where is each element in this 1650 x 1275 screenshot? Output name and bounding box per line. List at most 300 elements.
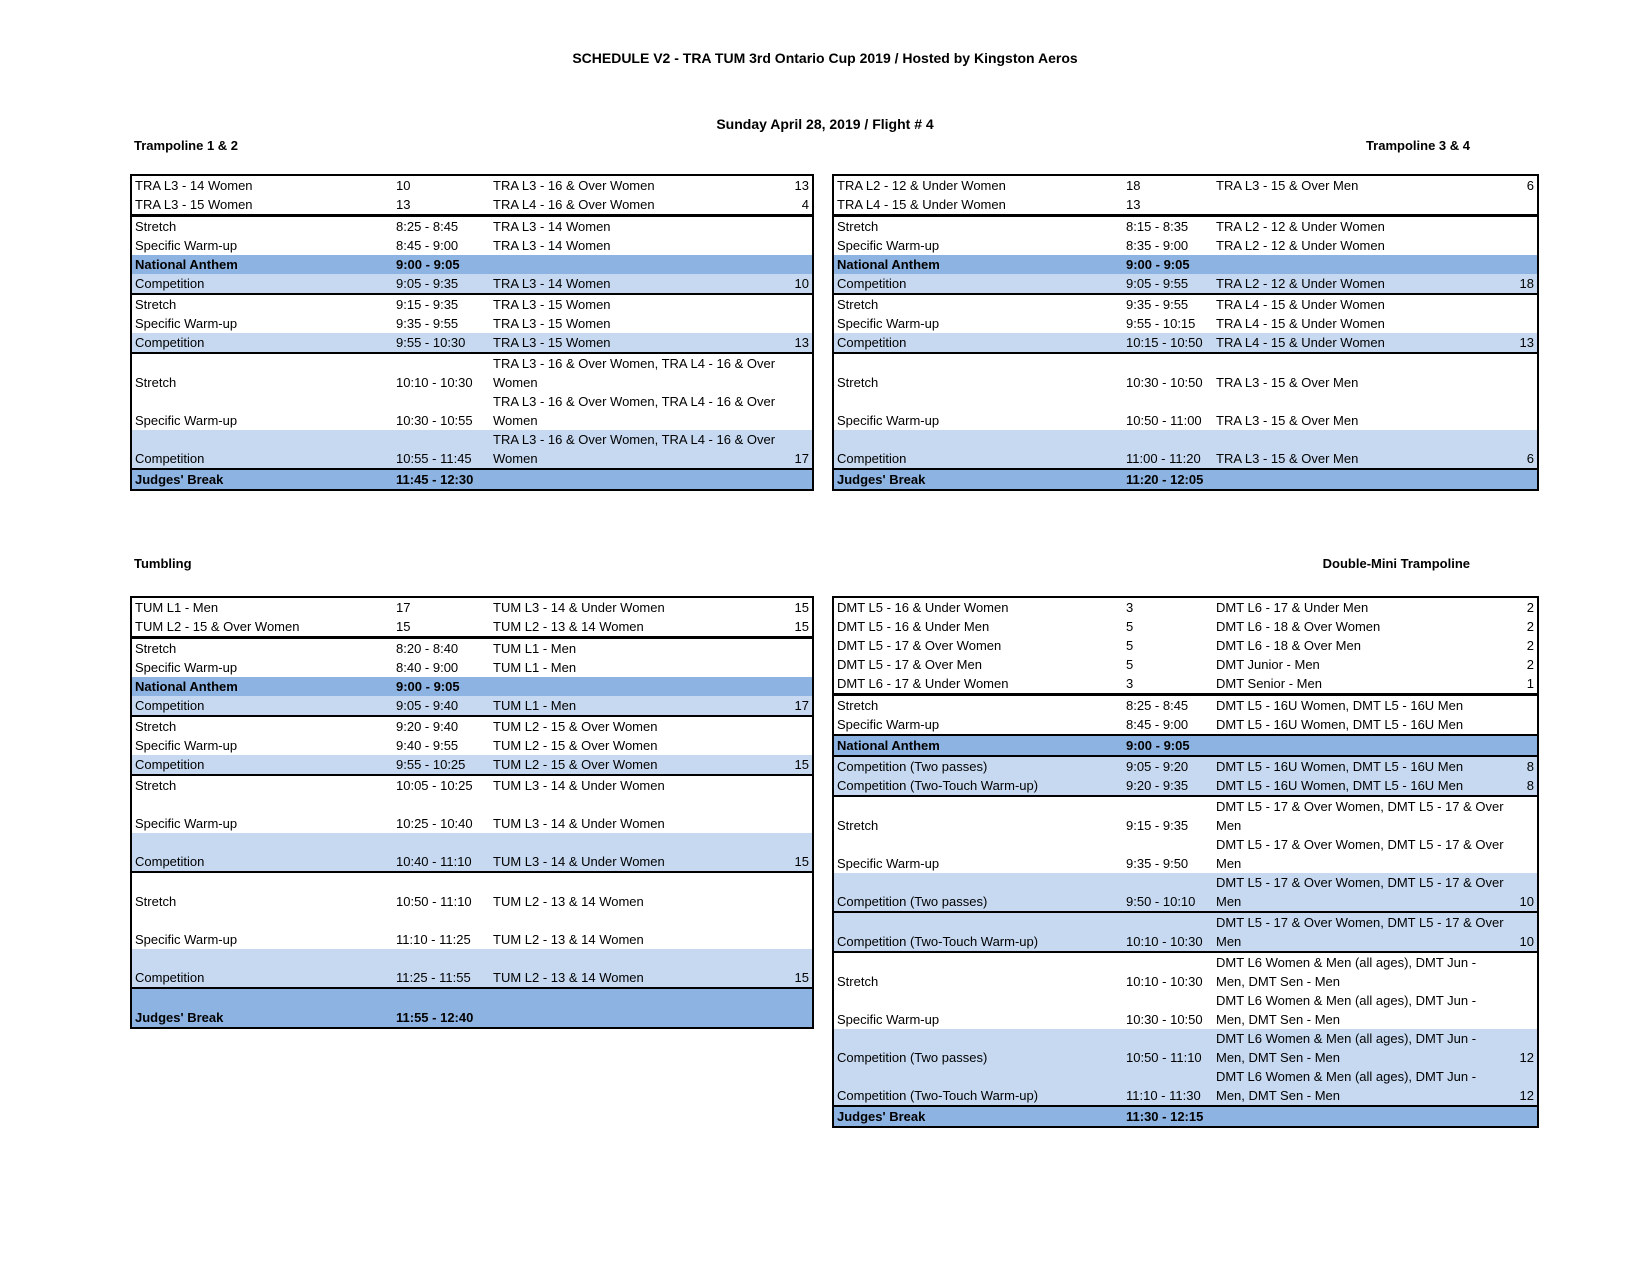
athlete-count: 6 xyxy=(1508,430,1538,469)
athlete-count xyxy=(780,294,813,314)
athlete-count: 15 xyxy=(393,617,490,638)
activity-label: Specific Warm-up xyxy=(837,238,940,253)
schedule-row xyxy=(833,1029,1538,1067)
event-groups: TUM L2 - 15 & Over Women xyxy=(490,755,780,775)
schedule-row xyxy=(833,1067,1538,1106)
section-label-tra12: Trampoline 1 & 2 xyxy=(134,138,239,153)
athlete-count: 1 xyxy=(1508,674,1538,695)
time-slot: 8:15 - 8:35 xyxy=(1126,219,1189,234)
time-slot: 8:35 - 9:00 xyxy=(1126,238,1189,253)
event-name: DMT L5 - 16 & Under Men xyxy=(837,619,990,634)
schedule-row xyxy=(833,776,1538,796)
activity-label: Competition xyxy=(131,696,393,716)
activity-label: Competition xyxy=(131,949,393,988)
time-slot: 10:10 - 10:30 xyxy=(393,353,490,392)
athlete-count: 8 xyxy=(1508,776,1538,796)
time-slot: 10:15 - 10:50 xyxy=(1123,333,1213,353)
activity-label: Competition (Two-Touch Warm-up) xyxy=(833,1067,1123,1106)
event-groups: TUM L1 - Men xyxy=(493,641,577,656)
header-row xyxy=(131,597,813,617)
schedule-row xyxy=(131,872,813,911)
event-groups: DMT L5 - 16U Women, DMT L5 - 16U Men xyxy=(1216,698,1464,713)
schedule-row xyxy=(131,638,813,659)
event-groups: TRA L3 - 14 Women xyxy=(493,238,611,253)
athlete-count xyxy=(780,736,813,755)
schedule-row xyxy=(131,795,813,833)
athlete-count: 17 xyxy=(780,430,813,469)
athlete-count: 13 xyxy=(794,178,809,193)
athlete-count xyxy=(1508,695,1538,716)
athlete-count: 18 xyxy=(1126,178,1141,193)
schedule-table-dmt xyxy=(832,596,1539,1128)
schedule-row xyxy=(833,255,1538,274)
athlete-count xyxy=(780,314,813,333)
schedule-row xyxy=(131,775,813,795)
activity-label: Specific Warm-up xyxy=(135,738,238,753)
activity-label: Competition xyxy=(833,274,1123,294)
athlete-count xyxy=(780,236,813,255)
event-name: DMT L5 - 16 & Under Women xyxy=(837,600,1009,615)
event-groups: TRA L3 - 15 Women xyxy=(490,294,780,314)
schedule-row xyxy=(131,677,813,696)
event-groups xyxy=(490,988,780,1028)
event-groups: TRA L3 - 15 & Over Men xyxy=(1213,430,1508,469)
time-slot: 11:45 - 12:30 xyxy=(393,469,490,490)
activity-label: Stretch xyxy=(131,872,393,911)
athlete-count: 17 xyxy=(780,696,813,716)
athlete-count: 8 xyxy=(1508,756,1538,776)
time-slot: 9:15 - 9:35 xyxy=(393,294,490,314)
schedule-row xyxy=(833,952,1538,991)
event-name xyxy=(1213,195,1508,216)
athlete-count: 10 xyxy=(1508,873,1538,912)
athlete-count: 10 xyxy=(780,274,813,294)
activity-label: Stretch xyxy=(833,294,1123,314)
athlete-count: 2 xyxy=(1526,638,1534,653)
activity-label: Competition xyxy=(131,833,393,872)
athlete-count xyxy=(780,911,813,949)
athlete-count: 15 xyxy=(794,600,809,615)
time-slot: 9:35 - 9:55 xyxy=(396,316,459,331)
athlete-count: 13 xyxy=(780,333,813,353)
schedule-row xyxy=(833,392,1538,430)
event-groups: TUM L1 - Men xyxy=(490,696,780,716)
activity-label: Competition xyxy=(131,333,393,353)
athlete-count: 13 xyxy=(393,195,490,216)
time-slot: 8:25 - 8:45 xyxy=(396,219,459,234)
time-slot: 9:05 - 9:20 xyxy=(1123,756,1213,776)
activity-label: Competition xyxy=(833,333,1123,353)
event-name: TUM L3 - 14 & Under Women xyxy=(493,600,665,615)
event-groups: TRA L3 - 14 Women xyxy=(493,219,611,234)
athlete-count xyxy=(780,658,813,677)
schedule-row xyxy=(131,716,813,736)
event-groups: DMT L5 - 17 & Over Women, DMT L5 - 17 & Over Men xyxy=(1216,837,1504,871)
section-label-dmt: Double-Mini Trampoline xyxy=(1322,556,1470,571)
athlete-count xyxy=(780,872,813,911)
event-groups: DMT L6 Women & Men (all ages), DMT Jun - Men, DMT Sen - Men xyxy=(1213,952,1508,991)
athlete-count xyxy=(1508,236,1538,255)
event-groups: TRA L4 - 15 & Under Women xyxy=(1216,316,1385,331)
event-name: DMT L6 - 17 & Under Men xyxy=(1216,600,1369,615)
athlete-count: 4 xyxy=(780,195,813,216)
athlete-count xyxy=(1508,216,1538,237)
activity-label: Competition xyxy=(131,430,393,469)
header-row xyxy=(131,195,813,216)
time-slot: 9:55 - 10:30 xyxy=(393,333,490,353)
time-slot: 9:35 - 9:55 xyxy=(1123,294,1213,314)
event-groups xyxy=(1213,469,1508,490)
activity-label: Competition (Two passes) xyxy=(833,756,1123,776)
event-name: DMT Senior - Men xyxy=(1213,674,1508,695)
event-groups: TUM L2 - 15 & Over Women xyxy=(493,738,658,753)
header-row xyxy=(833,597,1538,617)
schedule-row xyxy=(833,796,1538,835)
activity-label: Competition (Two-Touch Warm-up) xyxy=(833,776,1123,796)
time-slot: 10:55 - 11:45 xyxy=(393,430,490,469)
activity-label: Specific Warm-up xyxy=(837,856,940,871)
event-groups: DMT L6 Women & Men (all ages), DMT Jun - Men, DMT Sen - Men xyxy=(1213,1067,1508,1106)
time-slot: 11:55 - 12:40 xyxy=(393,988,490,1028)
event-groups: DMT L6 Women & Men (all ages), DMT Jun - Men, DMT Sen - Men xyxy=(1213,1029,1508,1067)
athlete-count xyxy=(1508,835,1538,873)
event-name: DMT Junior - Men xyxy=(1216,657,1320,672)
activity-label: Stretch xyxy=(833,796,1123,835)
time-slot: 10:30 - 10:55 xyxy=(396,413,473,428)
activity-label: Competition (Two-Touch Warm-up) xyxy=(833,912,1123,952)
event-groups xyxy=(490,469,780,490)
event-name: TUM L2 - 15 & Over Women xyxy=(131,617,393,638)
time-slot: 11:00 - 11:20 xyxy=(1123,430,1213,469)
athlete-count: 3 xyxy=(1126,600,1134,615)
athlete-count xyxy=(780,677,813,696)
athlete-count: 6 xyxy=(1526,178,1534,193)
event-groups: DMT L6 Women & Men (all ages), DMT Jun - Men, DMT Sen - Men xyxy=(1216,993,1477,1027)
activity-label: Specific Warm-up xyxy=(135,413,238,428)
time-slot: 8:45 - 9:00 xyxy=(1126,717,1189,732)
event-groups: TRA L2 - 12 & Under Women xyxy=(1216,238,1385,253)
activity-label: National Anthem xyxy=(131,677,393,696)
athlete-count: 5 xyxy=(1126,619,1134,634)
event-groups xyxy=(490,255,780,274)
event-groups: TUM L2 - 15 & Over Women xyxy=(490,716,780,736)
athlete-count xyxy=(780,795,813,833)
schedule-row xyxy=(131,392,813,430)
athlete-count xyxy=(1508,796,1538,835)
athlete-count xyxy=(1508,314,1538,333)
time-slot: 9:05 - 9:40 xyxy=(393,696,490,716)
event-groups xyxy=(1213,1106,1508,1127)
athlete-count: 10 xyxy=(1508,912,1538,952)
event-groups: DMT L5 - 16U Women, DMT L5 - 16U Men xyxy=(1213,756,1508,776)
event-groups: DMT L5 - 17 & Over Women, DMT L5 - 17 & Over Men xyxy=(1213,873,1508,912)
schedule-row xyxy=(833,756,1538,776)
time-slot: 9:15 - 9:35 xyxy=(1123,796,1213,835)
activity-label: National Anthem xyxy=(131,255,393,274)
athlete-count xyxy=(1508,392,1538,430)
schedule-row xyxy=(833,314,1538,333)
schedule-row xyxy=(131,216,813,237)
time-slot: 10:50 - 11:00 xyxy=(1126,413,1202,428)
event-name: TUM L1 - Men xyxy=(135,600,219,615)
activity-label: Stretch xyxy=(131,716,393,736)
time-slot: 11:30 - 12:15 xyxy=(1123,1106,1213,1127)
athlete-count: 2 xyxy=(1526,657,1534,672)
athlete-count xyxy=(780,988,813,1028)
athlete-count xyxy=(780,775,813,795)
time-slot: 9:05 - 9:35 xyxy=(393,274,490,294)
schedule-row xyxy=(131,294,813,314)
time-slot: 10:25 - 10:40 xyxy=(396,816,473,831)
activity-label: Competition xyxy=(131,755,393,775)
activity-label: National Anthem xyxy=(833,735,1123,756)
athlete-count: 12 xyxy=(1508,1067,1538,1106)
time-slot: 10:50 - 11:10 xyxy=(1123,1029,1213,1067)
event-groups: TRA L3 - 15 & Over Men xyxy=(1216,413,1359,428)
activity-label: Stretch xyxy=(837,219,879,234)
activity-label: Judges' Break xyxy=(131,469,393,490)
athlete-count xyxy=(780,216,813,237)
schedule-row xyxy=(131,469,813,490)
header-row xyxy=(833,655,1538,674)
event-groups: TRA L2 - 12 & Under Women xyxy=(1213,274,1508,294)
page-title: SCHEDULE V2 - TRA TUM 3rd Ontario Cup 2019 / Hosted by Kingston Aeros xyxy=(572,50,1078,66)
schedule-row xyxy=(131,755,813,775)
event-groups: TUM L2 - 13 & 14 Women xyxy=(490,949,780,988)
event-groups: TUM L3 - 14 & Under Women xyxy=(493,816,665,831)
header-row xyxy=(833,195,1538,216)
athlete-count xyxy=(780,353,813,392)
schedule-row xyxy=(833,873,1538,912)
time-slot: 9:50 - 10:10 xyxy=(1123,873,1213,912)
time-slot: 10:10 - 10:30 xyxy=(1123,912,1213,952)
event-name: DMT L6 - 18 & Over Men xyxy=(1216,638,1361,653)
event-name: DMT L6 - 17 & Under Women xyxy=(833,674,1123,695)
event-groups: TUM L2 - 13 & 14 Women xyxy=(490,872,780,911)
event-groups: TRA L3 - 14 Women xyxy=(490,274,780,294)
athlete-count: 2 xyxy=(1526,619,1534,634)
event-groups: DMT L5 - 17 & Over Women, DMT L5 - 17 & Over Men xyxy=(1213,912,1508,952)
time-slot: 8:20 - 8:40 xyxy=(396,641,459,656)
event-groups: TRA L2 - 12 & Under Women xyxy=(1216,219,1385,234)
athlete-count: 2 xyxy=(1526,600,1534,615)
event-name: TRA L4 - 15 & Under Women xyxy=(833,195,1123,216)
activity-label: Stretch xyxy=(131,353,393,392)
activity-label: Competition xyxy=(833,430,1123,469)
event-groups: TRA L4 - 15 & Under Women xyxy=(1213,333,1508,353)
activity-label: Judges' Break xyxy=(131,988,393,1028)
schedule-row xyxy=(131,430,813,469)
activity-label: Specific Warm-up xyxy=(837,717,940,732)
athlete-count xyxy=(1508,353,1538,392)
header-row xyxy=(131,175,813,195)
schedule-row xyxy=(131,236,813,255)
time-slot: 10:10 - 10:30 xyxy=(1123,952,1213,991)
activity-label: Stretch xyxy=(135,641,177,656)
event-name: TRA L3 - 16 & Over Women xyxy=(493,178,655,193)
event-groups: TRA L3 - 16 & Over Women, TRA L4 - 16 & Over Women xyxy=(490,353,780,392)
athlete-count: 5 xyxy=(1126,657,1134,672)
athlete-count xyxy=(1508,735,1538,756)
header-row xyxy=(833,636,1538,655)
time-slot: 9:40 - 9:55 xyxy=(396,738,459,753)
schedule-row xyxy=(833,469,1538,490)
time-slot: 9:55 - 10:25 xyxy=(393,755,490,775)
event-name: DMT L5 - 17 & Over Men xyxy=(837,657,982,672)
time-slot: 10:30 - 10:50 xyxy=(1123,353,1213,392)
time-slot: 11:10 - 11:30 xyxy=(1123,1067,1213,1106)
schedule-row xyxy=(833,1106,1538,1127)
time-slot: 11:25 - 11:55 xyxy=(393,949,490,988)
schedule-row xyxy=(131,314,813,333)
event-groups: TUM L3 - 14 & Under Women xyxy=(490,833,780,872)
event-groups: DMT L5 - 17 & Over Women, DMT L5 - 17 & Over Men xyxy=(1213,796,1508,835)
event-name: TRA L3 - 15 & Over Men xyxy=(1216,178,1359,193)
schedule-table-tum xyxy=(130,596,814,1029)
event-groups: TRA L3 - 15 & Over Men xyxy=(1213,353,1508,392)
schedule-row xyxy=(833,333,1538,353)
schedule-table-tra12 xyxy=(130,174,814,491)
event-groups: TRA L3 - 16 & Over Women, TRA L4 - 16 & Over Women xyxy=(493,394,776,428)
time-slot: 9:20 - 9:35 xyxy=(1123,776,1213,796)
athlete-count xyxy=(1508,195,1538,216)
activity-label: Stretch xyxy=(135,219,177,234)
header-row xyxy=(833,674,1538,695)
section-label-tra34: Trampoline 3 & 4 xyxy=(1365,138,1470,153)
activity-label: Specific Warm-up xyxy=(135,816,238,831)
time-slot: 9:00 - 9:05 xyxy=(1123,735,1213,756)
time-slot: 8:25 - 8:45 xyxy=(1126,698,1189,713)
athlete-count: 15 xyxy=(780,755,813,775)
time-slot: 10:05 - 10:25 xyxy=(393,775,490,795)
event-groups xyxy=(1213,735,1508,756)
schedule-row xyxy=(833,430,1538,469)
athlete-count xyxy=(1508,469,1538,490)
schedule-table-tra34 xyxy=(832,174,1539,491)
athlete-count xyxy=(1508,715,1538,735)
event-groups: TUM L3 - 14 & Under Women xyxy=(490,775,780,795)
athlete-count xyxy=(1508,255,1538,274)
athlete-count: 17 xyxy=(396,600,411,615)
schedule-row xyxy=(833,835,1538,873)
athlete-count xyxy=(1508,991,1538,1029)
schedule-row xyxy=(131,833,813,872)
activity-label: Stretch xyxy=(131,775,393,795)
activity-label: Competition (Two passes) xyxy=(833,873,1123,912)
schedule-row xyxy=(833,991,1538,1029)
header-row xyxy=(833,617,1538,636)
activity-label: Specific Warm-up xyxy=(837,413,940,428)
athlete-count xyxy=(1508,1106,1538,1127)
activity-label: Specific Warm-up xyxy=(135,660,238,675)
activity-label: Stretch xyxy=(833,353,1123,392)
schedule-row xyxy=(833,216,1538,237)
event-name: TRA L3 - 14 Women xyxy=(135,178,253,193)
schedule-row xyxy=(833,236,1538,255)
time-slot: 10:30 - 10:50 xyxy=(1126,1012,1203,1027)
event-groups: TRA L3 - 15 Women xyxy=(490,333,780,353)
athlete-count xyxy=(780,638,813,659)
athlete-count xyxy=(780,469,813,490)
time-slot: 11:10 - 11:25 xyxy=(396,932,471,947)
time-slot: 9:00 - 9:05 xyxy=(393,255,490,274)
schedule-row xyxy=(131,949,813,988)
header-row xyxy=(131,617,813,638)
time-slot: 8:40 - 9:00 xyxy=(396,660,459,675)
event-groups: TRA L3 - 16 & Over Women, TRA L4 - 16 & Over Women xyxy=(490,430,780,469)
activity-label: Stretch xyxy=(131,294,393,314)
event-groups xyxy=(490,677,780,696)
time-slot: 8:45 - 9:00 xyxy=(396,238,459,253)
athlete-count xyxy=(780,392,813,430)
activity-label: Specific Warm-up xyxy=(837,1012,940,1027)
event-groups: TRA L4 - 15 & Under Women xyxy=(1213,294,1508,314)
athlete-count: 5 xyxy=(1126,638,1134,653)
event-name: TRA L2 - 12 & Under Women xyxy=(837,178,1006,193)
activity-label: Specific Warm-up xyxy=(837,316,940,331)
time-slot: 9:20 - 9:40 xyxy=(393,716,490,736)
activity-label: Specific Warm-up xyxy=(135,316,238,331)
activity-label: Judges' Break xyxy=(833,1106,1123,1127)
event-groups: DMT L5 - 16U Women, DMT L5 - 16U Men xyxy=(1213,776,1508,796)
athlete-count: 13 xyxy=(1123,195,1213,216)
schedule-row xyxy=(833,715,1538,735)
athlete-count xyxy=(1508,294,1538,314)
event-name: DMT L6 - 18 & Over Women xyxy=(1216,619,1381,634)
activity-label: Stretch xyxy=(837,698,879,713)
event-name: DMT L5 - 17 & Over Women xyxy=(837,638,1002,653)
athlete-count: 15 xyxy=(780,617,813,638)
athlete-count: 18 xyxy=(1508,274,1538,294)
athlete-count: 15 xyxy=(780,833,813,872)
activity-label: Specific Warm-up xyxy=(135,932,238,947)
schedule-row xyxy=(131,696,813,716)
schedule-row xyxy=(833,695,1538,716)
page-subtitle: Sunday April 28, 2019 / Flight # 4 xyxy=(716,116,934,132)
time-slot: 11:20 - 12:05 xyxy=(1123,469,1213,490)
schedule-row xyxy=(131,255,813,274)
event-name: TRA L3 - 15 Women xyxy=(131,195,393,216)
time-slot: 9:05 - 9:55 xyxy=(1123,274,1213,294)
activity-label: National Anthem xyxy=(833,255,1123,274)
athlete-count: 10 xyxy=(396,178,411,193)
time-slot: 9:35 - 9:50 xyxy=(1126,856,1189,871)
schedule-row xyxy=(131,658,813,677)
section-label-tum: Tumbling xyxy=(134,556,192,571)
activity-label: Competition (Two passes) xyxy=(833,1029,1123,1067)
event-groups: TUM L2 - 13 & 14 Women xyxy=(493,932,644,947)
schedule-row xyxy=(131,274,813,294)
event-groups: DMT L5 - 16U Women, DMT L5 - 16U Men xyxy=(1216,717,1464,732)
schedule-row xyxy=(833,274,1538,294)
event-name: TUM L2 - 13 & 14 Women xyxy=(490,617,780,638)
schedule-row xyxy=(131,353,813,392)
activity-label: Stretch xyxy=(833,952,1123,991)
activity-label: Judges' Break xyxy=(833,469,1123,490)
athlete-count xyxy=(1508,952,1538,991)
schedule-row xyxy=(833,353,1538,392)
schedule-row xyxy=(131,911,813,949)
schedule-row xyxy=(131,736,813,755)
event-name: TRA L4 - 16 & Over Women xyxy=(490,195,780,216)
schedule-row xyxy=(131,333,813,353)
schedule-row xyxy=(833,294,1538,314)
athlete-count xyxy=(780,716,813,736)
header-row xyxy=(833,175,1538,195)
time-slot: 9:00 - 9:05 xyxy=(393,677,490,696)
athlete-count: 3 xyxy=(1123,674,1213,695)
schedule-row xyxy=(833,735,1538,756)
